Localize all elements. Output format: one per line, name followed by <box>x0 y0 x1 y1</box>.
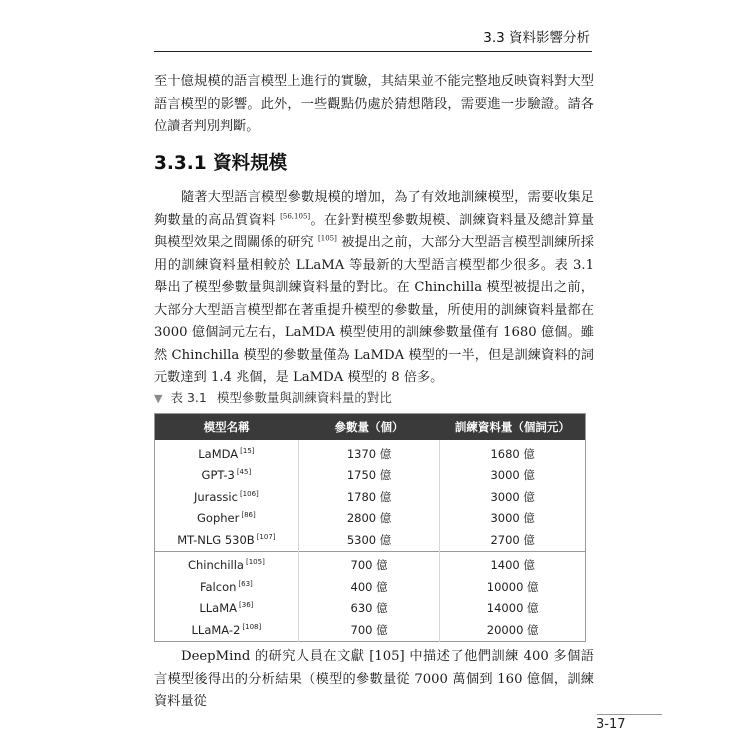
column-header-data: 訓練資料量（個詞元） <box>440 414 586 441</box>
table-row <box>155 551 586 576</box>
data-size-cell: 3000 億 <box>490 468 535 483</box>
column-header-model: 模型名稱 <box>155 414 299 441</box>
params-cell: 1780 億 <box>298 486 440 508</box>
params-cell: 700 億 <box>298 619 440 641</box>
model-name: Chinchilla <box>187 558 244 573</box>
model-name-cell <box>155 576 299 598</box>
caption-triangle-icon: ▼ <box>154 392 163 405</box>
footer-rule <box>597 714 662 715</box>
model-name: Jurassic <box>193 489 238 504</box>
page-number: 3-17 <box>596 717 626 732</box>
citation-ref: [56,105] <box>280 212 311 221</box>
body-text-1: 隨著大型語言模型參數規模的增加，為了有效地訓練模型，需要收集足夠數量的高品質資料 <box>154 190 594 228</box>
table-number: 表 3.1 <box>170 390 207 405</box>
citation-ref: [63] <box>238 579 253 588</box>
table-row <box>155 598 586 620</box>
params-cell: 1370 億 <box>298 440 440 465</box>
citation-ref: [105] <box>245 558 265 567</box>
citation-ref: [45] <box>236 468 252 477</box>
model-name: Falcon <box>199 579 237 594</box>
model-name-cell <box>155 508 299 530</box>
model-name: LLaMA <box>199 601 238 616</box>
column-header-params: 參數量（個） <box>298 414 440 441</box>
model-name-cell <box>155 619 299 641</box>
data-size-cell: 2700 億 <box>490 532 535 547</box>
body-text-3: 被提出之前，大部分大型語言模型訓練所採用的訓練資料量相較於 LLaMA 等最新的大型語言模型都少很多。表 3.1 舉出了模型參數量與訓練資料量的對比。在 Chinchilla 模型被提出之前，大部分大型語言模型都在著重提升模型的參數量，所使用的訓練資料量都在 3000 億個詞元左右，LaMDA 模型使用的訓練參數量僅有 1680 億個。雖然 Chinchilla 模型的參數量僅為 LaMDA 模型的一半，但是訓練資料的詞元數達到 1.4 兆個，是 LaMDA 模型的 8 倍多。 <box>154 235 594 385</box>
model-name-cell <box>155 529 299 551</box>
params-cell: 630 億 <box>298 598 440 620</box>
data-size-cell: 3000 億 <box>490 511 535 526</box>
running-header-title: 3.3 資料影響分析 <box>483 30 590 46</box>
model-name-cell <box>155 465 299 487</box>
model-name: LLaMA-2 <box>191 622 241 637</box>
data-size-cell: 1400 億 <box>440 551 586 576</box>
citation-ref: [15] <box>240 446 255 455</box>
model-name: Gopher <box>197 511 240 526</box>
citation-ref: [36] <box>239 601 254 610</box>
running-header <box>154 23 592 52</box>
data-size-cell: 3000 億 <box>490 489 535 504</box>
params-cell: 1750 億 <box>298 465 440 487</box>
data-size-cell: 1680 億 <box>490 446 535 461</box>
model-name: GPT-3 <box>201 468 235 483</box>
table-header-row <box>155 414 586 441</box>
table-row <box>155 619 586 641</box>
model-name-cell <box>155 440 299 465</box>
table-row <box>155 576 586 598</box>
table-caption <box>154 388 392 406</box>
params-cell: 2800 億 <box>298 508 440 530</box>
intro-paragraph: 至十億規模的語言模型上進行的實驗，其結果並不能完整地反映資料對大型語言模型的影響。此外，一些觀點仍處於猜想階段，需要進一步驗證。請各位讀者判別判斷。 <box>154 74 594 134</box>
table-row <box>155 508 586 530</box>
citation-ref: [105] <box>318 234 337 243</box>
model-name: LaMDA <box>198 446 239 461</box>
body-paragraph <box>154 187 594 390</box>
table-caption-text: 模型參數量與訓練資料量的對比 <box>216 390 392 405</box>
data-size-cell: 20000 億 <box>486 622 539 637</box>
section-title: 3.3.1 資料規模 <box>154 153 288 174</box>
model-name-cell <box>155 486 299 508</box>
citation-ref: [86] <box>241 511 256 520</box>
table-row <box>155 465 586 487</box>
table-row <box>155 486 586 508</box>
citation-ref: [107] <box>256 532 276 541</box>
model-name: MT-NLG 530B <box>177 532 255 547</box>
model-name-cell <box>155 551 299 576</box>
params-cell: 400 億 <box>298 576 440 598</box>
data-size-cell: 14000 億 <box>486 601 539 616</box>
params-cell: 700 億 <box>298 551 440 576</box>
table-row <box>155 440 586 465</box>
citation-ref: [108] <box>242 622 262 631</box>
model-name-cell <box>155 598 299 620</box>
citation-ref: [106] <box>239 489 259 498</box>
data-size-cell: 10000 億 <box>486 579 539 594</box>
table-row <box>155 529 586 551</box>
params-cell: 5300 億 <box>298 529 440 551</box>
closing-paragraph: DeepMind 的研究人員在文獻 [105] 中描述了他們訓練 400 多個語言模型後得出的分析結果（模型的參數量從 7000 萬個到 160 億個，訓練資料量從 <box>154 649 594 709</box>
body-text-2: 。在針對模型參數規模、訓練資料量及總計算量與模型效果之間關係的研究 <box>154 212 594 250</box>
model-comparison-table <box>154 413 586 642</box>
